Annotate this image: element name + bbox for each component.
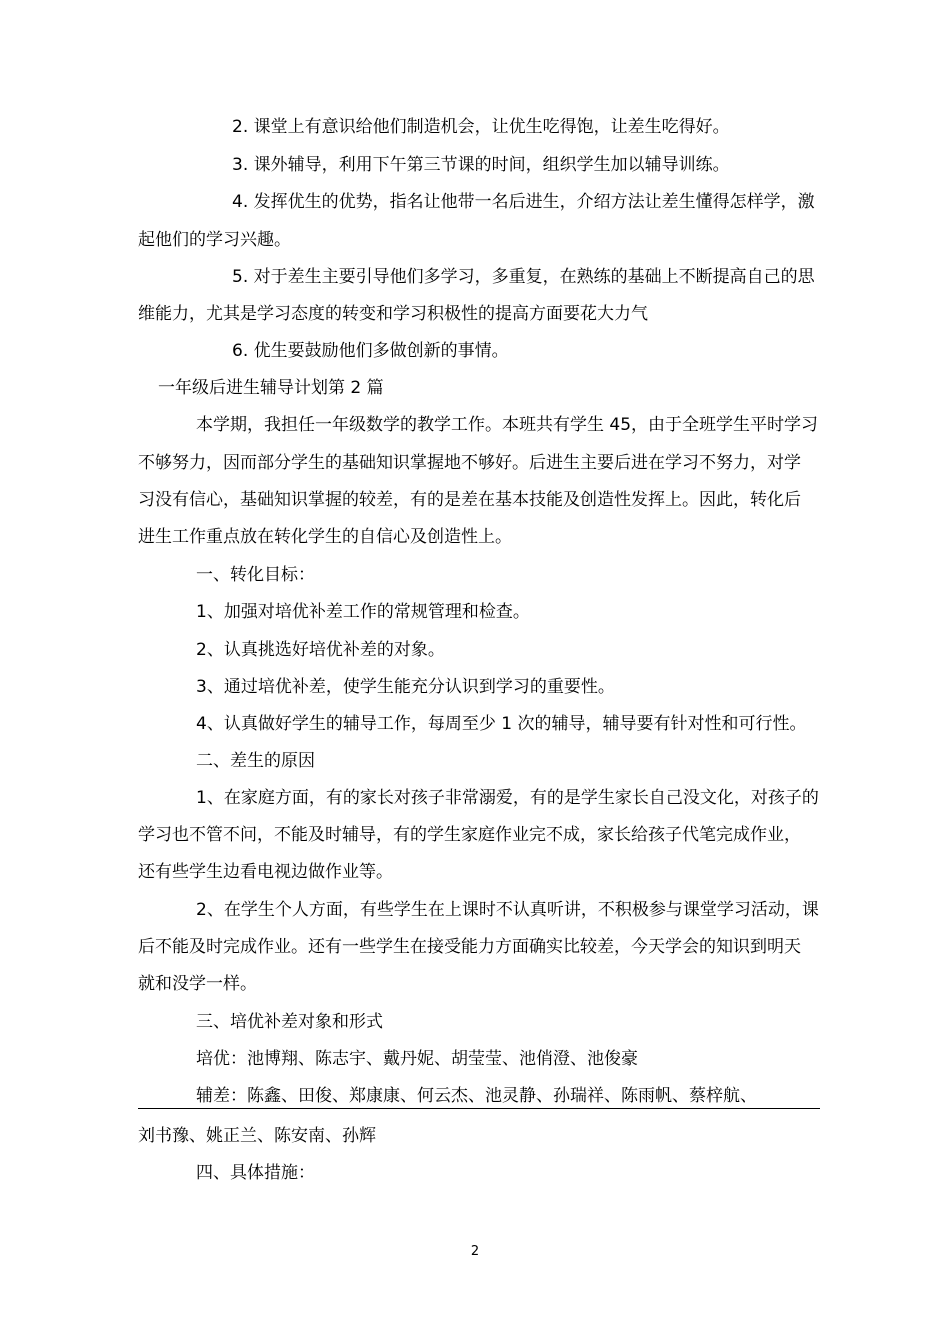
- text-line: 辅差：陈鑫、田俊、郑康康、何云杰、池灵静、孙瑞祥、陈雨帆、蔡梓航、: [196, 1086, 757, 1106]
- text-line: 四、具体措施：: [196, 1163, 315, 1183]
- text-line: 培优：池博翔、陈志宇、戴丹妮、胡莹莹、池俏澄、池俊豪: [196, 1049, 638, 1069]
- text-line: 学习也不管不问，不能及时辅导，有的学生家庭作业完不成，家长给孩子代笔完成作业，: [138, 825, 801, 845]
- text-line: 后不能及时完成作业。还有一些学生在接受能力方面确实比较差，今天学会的知识到明天: [138, 937, 801, 957]
- page-number: 2: [470, 1244, 480, 1259]
- text-line: 3、通过培优补差，使学生能充分认识到学习的重要性。: [196, 677, 615, 697]
- text-line: 进生工作重点放在转化学生的自信心及创造性上。: [138, 527, 512, 547]
- text-line: 4、认真做好学生的辅导工作，每周至少 1 次的辅导，辅导要有针对性和可行性。: [196, 714, 807, 734]
- text-line: 5. 对于差生主要引导他们多学习，多重复，在熟练的基础上不断提高自己的思: [232, 267, 815, 287]
- section-heading: 一年级后进生辅导计划第 2 篇: [158, 378, 384, 398]
- text-line: 不够努力，因而部分学生的基础知识掌握地不够好。后进生主要后进在学习不努力，对学: [138, 453, 801, 473]
- text-line: 就和没学一样。: [138, 974, 257, 994]
- text-line: 一、转化目标：: [196, 565, 315, 585]
- text-line: 3. 课外辅导，利用下午第三节课的时间，组织学生加以辅导训练。: [232, 155, 730, 175]
- text-line: 维能力，尤其是学习态度的转变和学习积极性的提高方面要花大力气: [138, 304, 648, 324]
- text-line: 1、加强对培优补差工作的常规管理和检查。: [196, 602, 530, 622]
- text-line: 习没有信心，基础知识掌握的较差，有的是差在基本技能及创造性发挥上。因此，转化后: [138, 490, 801, 510]
- text-line: 刘书豫、姚正兰、陈安南、孙辉: [138, 1126, 376, 1146]
- text-line: 起他们的学习兴趣。: [138, 230, 291, 250]
- text-line: 4. 发挥优生的优势，指名让他带一名后进生，介绍方法让差生懂得怎样学，激: [232, 192, 815, 212]
- text-line: 2、认真挑选好培优补差的对象。: [196, 640, 445, 660]
- text-line: 还有些学生边看电视边做作业等。: [138, 862, 393, 882]
- horizontal-rule: [138, 1108, 820, 1109]
- text-line: 6. 优生要鼓励他们多做创新的事情。: [232, 341, 509, 361]
- text-line: 二、差生的原因: [196, 751, 315, 771]
- text-line: 2. 课堂上有意识给他们制造机会，让优生吃得饱，让差生吃得好。: [232, 117, 730, 137]
- text-line: 三、培优补差对象和形式: [196, 1012, 383, 1032]
- text-line: 本学期，我担任一年级数学的教学工作。本班共有学生 45，由于全班学生平时学习: [196, 415, 819, 435]
- text-line: 2、在学生个人方面，有些学生在上课时不认真听讲，不积极参与课堂学习活动，课: [196, 900, 819, 920]
- text-line: 1、在家庭方面，有的家长对孩子非常溺爱，有的是学生家长自己没文化，对孩子的: [196, 788, 819, 808]
